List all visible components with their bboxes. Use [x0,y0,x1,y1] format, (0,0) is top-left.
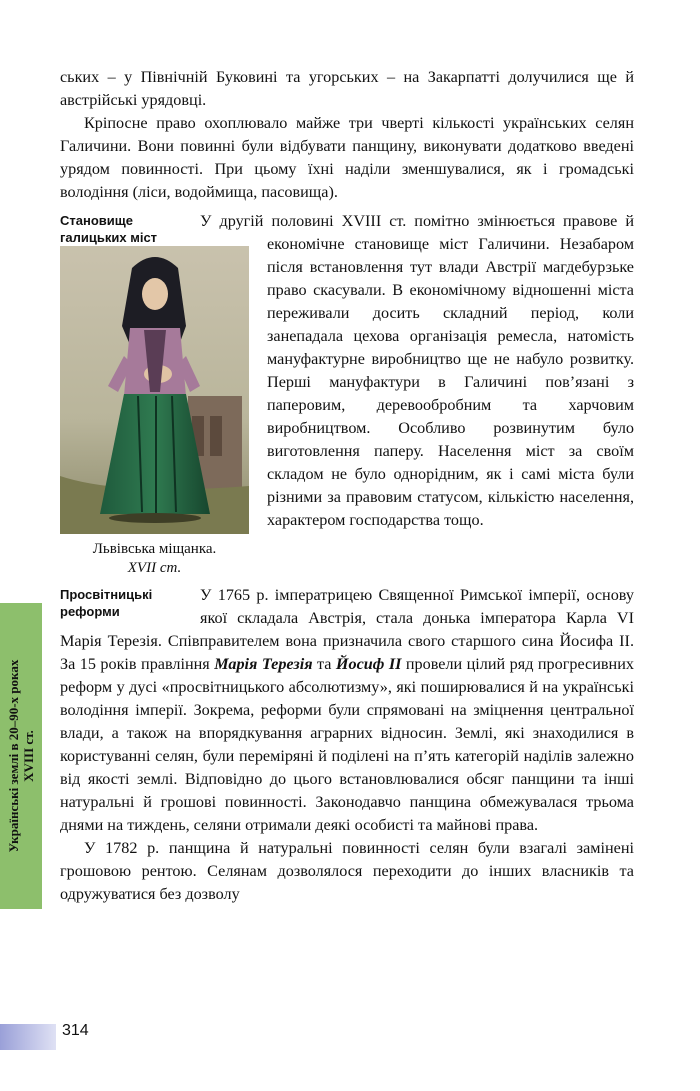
paragraph: У 1782 р. панщина й натуральні повинності селян були взагалі замінені грошовою рентою. Селянам дозволялося переходити до інших власників та одружуватися без дозволу [60,839,634,903]
name-maria-theresa: Марія Терезія [214,655,313,673]
paragraph: ських – у Північній Буковині та угорських – на Закарпатті долучилися ще й австрійські урядовці. [60,68,634,109]
chapter-side-tab [0,603,42,909]
section-heading-reforms: Просвітницькі реформи [60,587,153,619]
page-footer-band [0,1024,56,1050]
chapter-title-line2: XVIII ст. [21,730,36,782]
paragraph: У другій половині XVIII ст. помітно змінюється правове й економічне становище міст Галичини. Незабаром після встановлення тут влади Австрії магдебурзьке право скасували. В економічному відношенні міста переживали досить складний період, коли занепадала цехова організація ремесла, натомість мануфактурне виробництво ще не набуло розвитку. Перші мануфактури в Галичині пов’язані з паперовим, деревообробним та харчовим виробництвом. Особливо розвинутим було виготовлення паперу. Населення міст за своїм складом не було однорідним, як і самі міста були різними за правовим статусом, кількістю населення, характером господарства тощо. [200,212,634,529]
chapter-title-line1: Українські землі в 20–90-х роках [6,659,21,853]
caption-title: Львівська міщанка. [92,541,217,557]
caption-date: XVII ст. [127,560,182,576]
chapter-side-tab-label [6,606,36,906]
section-towns [60,210,634,578]
illustration-caption [60,540,249,578]
paragraph: Кріпосне право охоплювало майже три чверті кількості українських селян Галичини. Вони повинні були відбувати панщину, виконувати додатково введені урядом повинності. При цьому їхні наділи зменшувалися, як і громадські володіння (ліси, водоймища, пасовища). [60,114,634,201]
townswoman-portrait-image [60,246,249,534]
page-number: 314 [62,1022,89,1039]
page-content [60,66,634,906]
illustration-lviv-townswoman [60,246,249,578]
paragraph: У 1765 р. імператрицею Священної Римської імперії, основу якої складала Австрія, стала донька імператора Карла VI Марія Терезія. Співправителем вона призначила свого старшого сина Йосифа II. За 15 років правління Марія Терезія та Йосиф II провели цілий ряд прогресивних реформ у дусі «просвітницького абсолютизму», які поширювалися й на українські володіння імперії. Зокрема, реформи були спрямовані на зміцнення центральної влади, а також на впорядкування аграрних відносин. Землі, які знаходилися в користуванні селян, були переміряні й поділені на п’ять категорій наділів залежно від якості землі. Відповідно до цього встановлювалися обсяг панщини та інші натуральні й грошові повинності. Законодавчо панщина обмежувалася трьома днями на тиждень, селяни отримали деякі особисті та майнові права. [60,586,634,834]
name-joseph-ii: Йосиф II [335,655,402,673]
section-reforms [60,584,634,906]
section-heading-towns: Становище галицьких міст [60,213,158,245]
